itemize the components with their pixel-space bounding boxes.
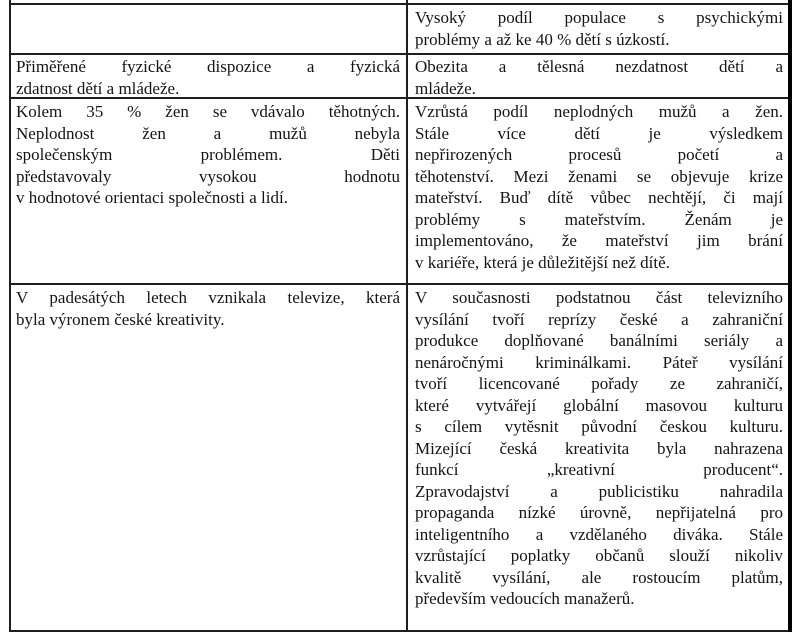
table-row: [11, 99, 788, 285]
text-line: mládeže.: [415, 78, 476, 97]
text-line: Vysoký podíl populace s psychickými: [415, 8, 783, 27]
text-line: Neplodnost žen a mužů nebyla: [16, 123, 400, 143]
text-line: vzrůstající poplatky občanů slouží nikoliv: [415, 546, 783, 565]
text-line: představovaly vysokou hodnotu: [16, 166, 400, 186]
text-line: produkce doplňované banálními seriály a: [415, 331, 783, 350]
table-row: [11, 55, 788, 99]
text-line: V současnosti podstatnou část televizního: [415, 288, 783, 307]
text-line: tvoří licencované pořady ze zahraničí,: [415, 374, 783, 393]
text-line: propaganda nízké úrovně, nepřijatelná pro: [415, 503, 783, 522]
text-line: společenským problémem. Děti: [16, 145, 400, 164]
table-cell-right: [408, 5, 788, 53]
table-cell-left: [11, 99, 408, 283]
text-line: především vedoucích manažerů.: [415, 589, 635, 608]
text-line: Mizející česká kreativita byla nahrazena: [415, 438, 783, 458]
table-cell-right: [408, 0, 788, 3]
text-line: které vytvářejí globální masovou kulturu: [415, 395, 783, 415]
text-line: Obezita a tělesná nezdatnost dětí a: [415, 57, 783, 76]
table-row: [11, 5, 788, 55]
table-rows-container: [11, 5, 788, 632]
text-line: implementováno, že mateřství jim brání: [415, 231, 783, 250]
text-line: problémy a až ke 40 % dětí s úzkostí.: [415, 29, 670, 49]
text-line: nepřirozených procesů početí a: [415, 145, 783, 164]
comparison-table: [9, 0, 792, 632]
text-line: v kariéře, která je důležitější než dítě.: [415, 252, 670, 272]
text-line: Zpravodajství a publicistiku nahradila: [415, 481, 783, 501]
text-line: funkcí „kreativní producent“.: [415, 460, 783, 479]
text-line: kvalitě vysílání, ale rostoucím platům,: [415, 567, 783, 587]
text-line: vysílání tvoří reprízy české a zahraniční: [415, 309, 783, 329]
table-cell-left: [11, 0, 408, 3]
table-cell-right: [408, 99, 788, 283]
text-line: problémy s mateřstvím. Ženám je: [415, 209, 783, 229]
text-line: Stále více dětí je výsledkem: [415, 123, 783, 143]
text-line: zdatnost dětí a mládeže.: [16, 78, 180, 97]
table-cell-left: [11, 285, 408, 630]
text-line: V padesátých letech vznikala televize, která: [16, 288, 400, 307]
text-line: s cílem vytěsnit původní českou kulturu.: [415, 417, 783, 436]
text-line: těhotenství. Mezi ženami se objevuje krize: [415, 166, 783, 186]
table-cell-right: [408, 285, 788, 630]
text-line: Přiměřené fyzické dispozice a fyzická: [16, 57, 400, 76]
text-line: Kolem 35 % žen se vdávalo těhotných.: [16, 102, 400, 121]
text-line: nenáročnými kriminálkami. Páteř vysílání: [415, 352, 783, 372]
table-cell-left: [11, 5, 408, 53]
table-cell-right: [408, 55, 788, 97]
text-line: inteligentního a vzdělaného diváka. Stále: [415, 524, 783, 544]
text-line: v hodnotové orientaci společnosti a lidí.: [16, 188, 288, 207]
text-line: Vzrůstá podíl neplodných mužů a žen.: [415, 102, 783, 121]
text-line: mateřství. Buď dítě vůbec nechtějí, či mají: [415, 188, 783, 207]
table-cell-left: [11, 55, 408, 97]
table-row: [11, 285, 788, 632]
text-line: byla výronem české kreativity.: [16, 309, 225, 329]
